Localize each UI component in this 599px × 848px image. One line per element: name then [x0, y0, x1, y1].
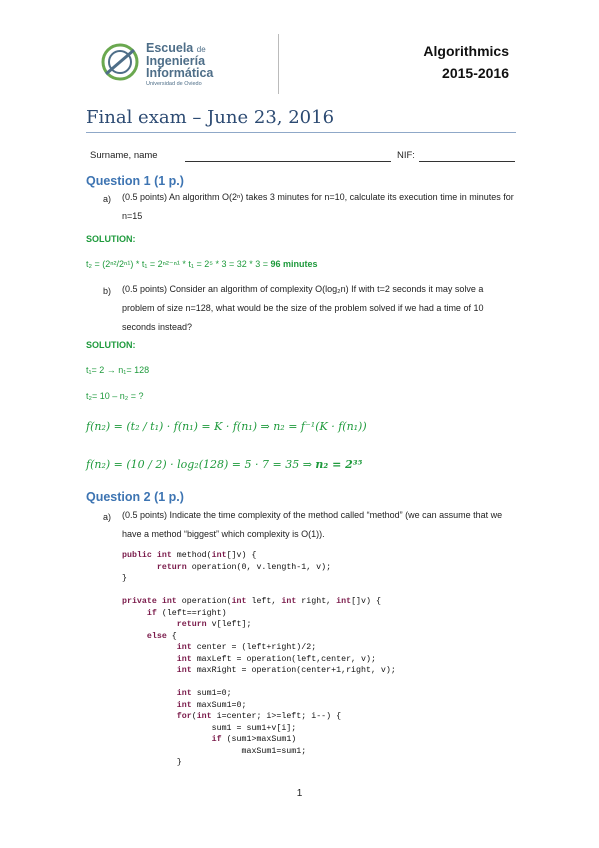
header-divider [278, 34, 279, 94]
code-line: int sum1=0; [176, 689, 232, 698]
logo-line1: Escuela [146, 41, 194, 55]
code-line: for(int i=center; i>=left; i--) { [176, 712, 342, 721]
code-line: sum1 = sum1+v[i]; [122, 723, 297, 733]
q2-a-text: (0.5 points) Indicate the time complexity of the method called “method” (we can assume that we have a method “biggest” which complexity is O(1)). [122, 510, 503, 539]
q1-b-formula2 [86, 458, 362, 471]
q1-b-sol-line1: t₁= 2 → n₁= 128 [86, 365, 150, 375]
code-line: return operation(0, v.length-1, v); [156, 562, 332, 572]
nif-label: NIF: [397, 150, 415, 161]
exam-title: Final exam – June 23, 2016 [86, 107, 335, 128]
logo-line4: Universidad de Oviedo [146, 80, 202, 87]
code-line [122, 585, 396, 597]
logo-line2: Ingeniería [146, 53, 206, 68]
q1-b-text: (0.5 points) Consider an algorithm of complexity O(log₂n) If with t=2 seconds it may solve a problem of size n=128, what would be the size of the problem solved if we had a time of 10 seconds instead? [122, 284, 484, 332]
code-line: int maxSum1=0; [176, 700, 247, 710]
q1-a-solution-label: SOLUTION: [86, 234, 136, 244]
question-1-heading: Question 1 (1 p.) [86, 174, 184, 188]
code-line: int center = (left+right)/2; [176, 643, 317, 652]
page-number: 1 [296, 788, 303, 799]
surname-label: Surname, name [90, 150, 158, 161]
q2-a-letter: a) [103, 512, 112, 522]
q1-b-letter: b) [103, 286, 112, 296]
code-line: return v[left]; [176, 620, 252, 629]
code-line: } [122, 574, 127, 583]
q1-b-formula1: f(n₂) = (t₂ / t₁) · f(n₁) = K · f(n₁) ⇒ n₂ = f⁻¹(K · f(n₁)) [86, 420, 367, 433]
logo-line1-small: de [196, 45, 206, 54]
q1-a-solution-result: 96 minutes [270, 259, 318, 269]
q1-b-formula2-result: n₂ = 2³⁵ [315, 458, 363, 471]
q1-a-solution-text: t₂ = (2ⁿ²/2ⁿ¹) * t₁ = 2ⁿ²⁻ⁿ¹ * t₁ = 2⁵ * 3 = 32 * 3 = [86, 259, 271, 269]
course-info [423, 40, 509, 84]
q1-a-letter: a) [103, 194, 112, 204]
code-line: private int operation(int left, int right, int[]v) { [122, 597, 381, 606]
title-rule [86, 132, 516, 133]
code-line: if (sum1>maxSum1) [211, 735, 297, 744]
q1-a-solution [86, 259, 318, 270]
code-line: } [122, 758, 182, 767]
course-name: Algorithmics [423, 43, 509, 59]
nif-field[interactable] [419, 161, 515, 162]
q1-a-text: (0.5 points) An algorithm O(2ⁿ) takes 3 minutes for n=10, calculate its execution time in minutes for n=15 [122, 192, 514, 221]
school-name [146, 42, 213, 87]
code-line: else { [146, 631, 177, 641]
code-line: public int method(int[]v) { [122, 551, 257, 560]
question-2-heading: Question 2 (1 p.) [86, 490, 184, 504]
code-line: maxSum1=sum1; [122, 746, 307, 756]
code-line: int maxRight = operation(center+1,right, v); [176, 666, 396, 675]
q1-b-formula2-text: f(n₂) = (10 / 2) · log₂(128) = 5 · 7 = 35 ⇒ [86, 458, 316, 471]
code-line: int maxLeft = operation(left,center, v); [176, 654, 376, 664]
school-logo-icon [100, 42, 140, 82]
q1-b-solution-label: SOLUTION: [86, 340, 136, 350]
code-line: if (left==right) [146, 608, 227, 618]
code-line [122, 677, 396, 689]
q1-b-sol-line2: t₂= 10 – n₂ = ? [86, 391, 144, 401]
code-listing [122, 550, 396, 769]
surname-field[interactable] [185, 161, 391, 162]
logo-line3: Informática [146, 66, 214, 80]
course-year: 2015-2016 [442, 65, 509, 81]
